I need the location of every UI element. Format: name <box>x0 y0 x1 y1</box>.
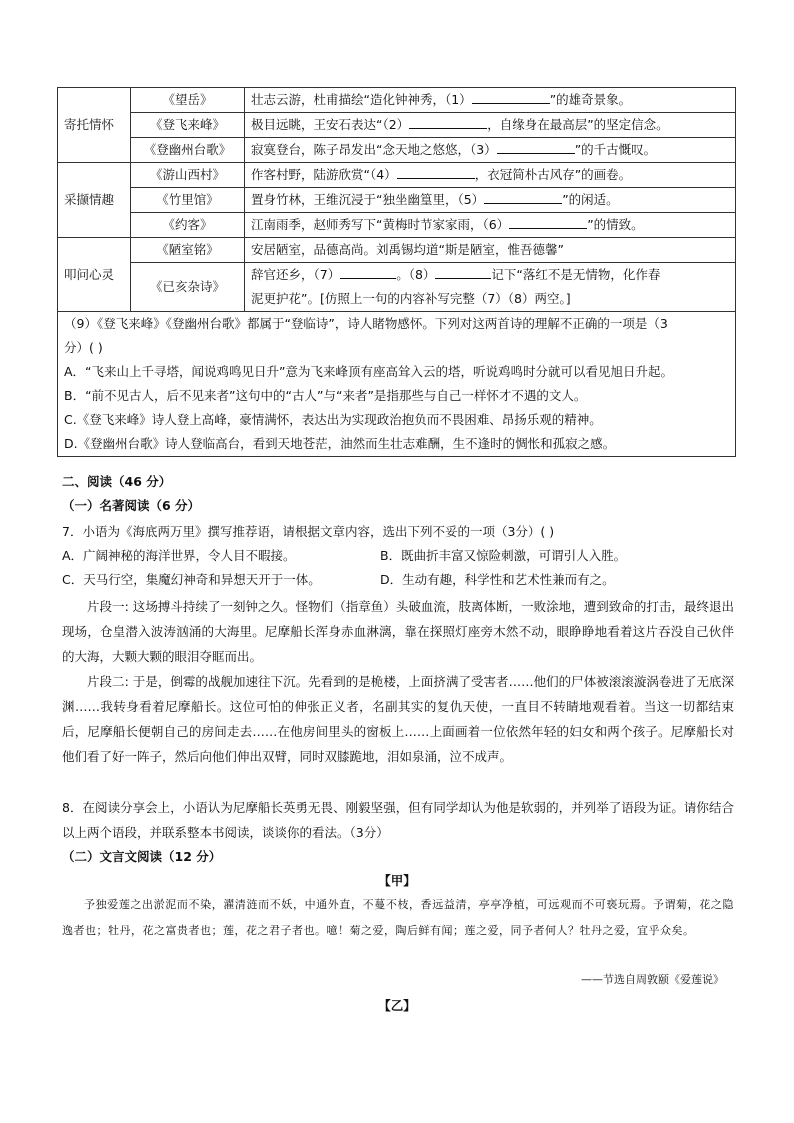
title-cell: 《竹里馆》 <box>131 188 245 213</box>
classical-text-jia: 予独爱莲之出淤泥而不染，濯清涟而不妖，中通外直，不蔓不枝，香远益清，亭亭净植，可远观而不可亵玩焉。予谓菊，花之隐逸者也；牡丹，花之富贵者也；莲，花之君子者也。噫！菊之爱，陶后鲜有闻；莲之爱，同予者何人？牡丹之爱，宜乎众矣。 <box>62 898 734 937</box>
q7-options-row1 <box>62 544 742 568</box>
q7-option-a[interactable]: A．广阔神秘的海洋世界，令人目不暇接。 <box>62 548 296 563</box>
q7-options-row2 <box>62 568 742 592</box>
table-row <box>58 138 736 163</box>
content-cell: 壮志云游，杜甫描绘“造化钟神秀，（1） ”的雄奇景象。 <box>245 88 736 113</box>
answer-blank-7[interactable] <box>340 264 396 279</box>
title-cell: 《游山西村》 <box>131 163 245 188</box>
subsection-heading: （一）名著阅读（6 分） <box>62 498 201 513</box>
table-row <box>58 88 736 113</box>
title-cell: 《望岳》 <box>131 88 245 113</box>
q8-question: 8．在阅读分享会上，小语认为尼摩船长英勇无畏、刚毅坚强，但有同学却认为他是软弱的，并列举了语段为证。请你结合以上两个语段，并联系整本书阅读，谈谈你的看法。（3分） <box>62 800 734 840</box>
title-cell: 《陋室铭》 <box>131 238 245 263</box>
q9-option-a[interactable]: A．“飞来山上千寻塔，闻说鸡鸣见日升”意为飞来峰顶有座高耸入云的塔，听说鸡鸣时分就可以看见旭日升起。 <box>64 364 674 379</box>
content-cell: 极目远眺，王安石表达“（2） ，自缘身在最高层”的坚定信念。 <box>245 113 736 138</box>
text-yi-label: 【乙】 <box>378 998 416 1013</box>
q7-option-c[interactable]: C．天马行空，集魔幻神奇和异想天开于一体。 <box>62 572 321 587</box>
question-9-cell <box>58 312 736 457</box>
q7-stem: 7．小语为《海底两万里》撰写推荐语，请根据文章内容，选出下列不妥的一项（3分）( ) <box>62 524 555 539</box>
q9-stem: （9）《登飞来峰》《登幽州台歌》都属于“登临诗”，诗人睹物感怀。下列对这两首诗的理解不正确的一项是（3 <box>64 316 668 331</box>
content-cell: 作客村野，陆游欣赏“（4） ，衣冠简朴古风存”的画卷。 <box>245 163 736 188</box>
title-cell: 《约客》 <box>131 213 245 238</box>
q9-option-d[interactable]: D.《登幽州台歌》诗人登临高台，看到天地苍茫，油然而生壮志难酬，生不逢时的惆怅和孤寂之感。 <box>64 436 616 451</box>
q9-stem-cont: 分）( ) <box>64 340 103 355</box>
source-citation: ——节选自周敦颐《爱莲说》 <box>581 973 724 986</box>
content-cell: 安居陋室，品德高尚。刘禹锡均道“斯是陋室，惟吾德馨” <box>245 238 736 263</box>
table-row <box>58 163 736 188</box>
title-cell: 《登幽州台歌》 <box>131 138 245 163</box>
answer-blank-1[interactable] <box>472 89 550 104</box>
q7-option-b[interactable]: B．既曲折丰富又惊险刺激，可谓引人入胜。 <box>380 548 627 563</box>
fragment-one: 片段一: 这场搏斗持续了一刻钟之久。怪物们（指章鱼）头破血流，肢离体断，一败涂地，遭到致命的打击，最终退出现场，仓皇潜入波涛汹涌的大海里。尼摩船长浑身赤血淋漓，靠在探照灯座旁木然不动，眼睁睁地看着这片吞没自己伙伴的大海，大颗大颗的眼泪夺眶而出。 <box>62 599 734 664</box>
category-cell: 采撷情趣 <box>58 163 131 238</box>
table-row <box>58 238 736 263</box>
table-row <box>58 113 736 138</box>
content-cell: 置身竹林，王维沉浸于“独坐幽篁里，（5） ”的闲适。 <box>245 188 736 213</box>
category-cell: 寄托情怀 <box>58 88 131 163</box>
text-jia-label: 【甲】 <box>378 873 416 888</box>
answer-blank-8[interactable] <box>435 264 491 279</box>
section-heading: 二、阅读（46 分） <box>62 474 172 489</box>
content-cell: 江南雨季，赵师秀写下“黄梅时节家家雨，（6） ”的情致。 <box>245 213 736 238</box>
poetry-table <box>57 87 736 457</box>
table-row <box>58 263 736 312</box>
answer-blank-6[interactable] <box>509 214 587 229</box>
title-cell: 《已亥杂诗》 <box>131 263 245 312</box>
table-row <box>58 312 736 457</box>
q9-option-c[interactable]: C.《登飞来峰》诗人登上高峰，豪情满怀，表达出为实现政治抱负而不畏困难、昂扬乐观的精神。 <box>64 412 602 427</box>
fragment-two: 片段二: 于是，倒霉的战舰加速往下沉。先看到的是桅楼，上面挤满了受害者……他们的尸体被滚滚漩涡卷进了无底深渊……我转身看着尼摩船长。这位可怕的伸张正义者，名副其实的复仇天使，一直目不转睛地观看着。当这一切都结束后，尼摩船长便朝自己的房间走去……在他房间里头的窗板上……上面画着一位依然年轻的妇女和两个孩子。尼摩船长对他们看了好一阵子，然后向他们伸出双臂，同时双膝跪地，泪如泉涌，泣不成声。 <box>62 674 734 764</box>
subsection-heading: （二）文言文阅读（12 分） <box>62 849 222 864</box>
content-cell: 辞官还乡，（7） 。（8） 记下“落红不是无情物，化作春 泥更护花”。[仿照上一句的内容补写完整（7）（8）两空。] <box>245 263 736 312</box>
q9-option-b[interactable]: B．“前不见古人，后不见来者”这句中的“古人”与“来者”是指那些与自己一样怀才不遇的文人。 <box>64 388 587 403</box>
title-cell: 《登飞来峰》 <box>131 113 245 138</box>
table-row <box>58 188 736 213</box>
answer-blank-4[interactable] <box>397 164 475 179</box>
answer-blank-2[interactable] <box>409 114 487 129</box>
answer-blank-3[interactable] <box>497 139 575 154</box>
content-cell: 寂寞登台，陈子昂发出“念天地之悠悠，（3） ”的千古慨叹。 <box>245 138 736 163</box>
category-cell: 叩问心灵 <box>58 238 131 312</box>
q7-option-d[interactable]: D．生动有趣，科学性和艺术性兼而有之。 <box>380 572 615 587</box>
table-row <box>58 213 736 238</box>
answer-blank-5[interactable] <box>484 189 562 204</box>
